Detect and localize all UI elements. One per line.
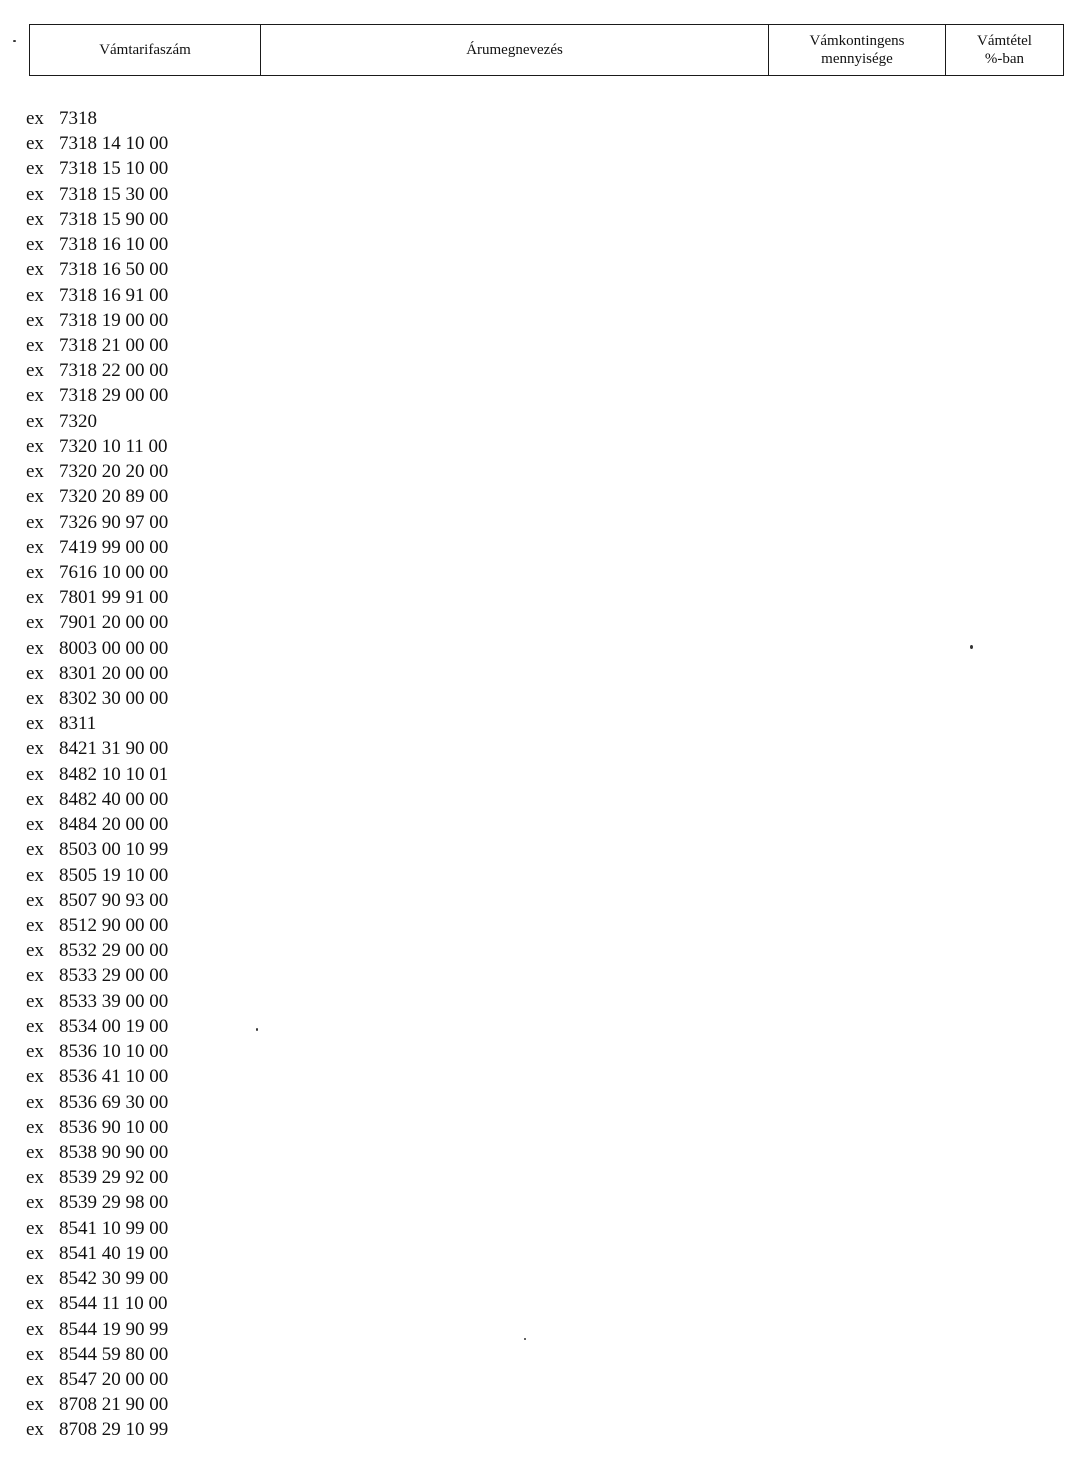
ex-prefix: ex — [26, 1419, 44, 1441]
header-duty-rate: Vámtétel %-ban — [977, 33, 1032, 67]
list-item — [26, 762, 168, 787]
tariff-code: 8533 29 00 00 — [59, 965, 169, 987]
tariff-code: 8542 30 99 00 — [59, 1268, 169, 1290]
ex-prefix: ex — [26, 435, 44, 457]
list-item — [26, 1039, 168, 1064]
tariff-code: 8302 30 00 00 — [59, 688, 169, 710]
tariff-code: 8503 00 10 99 — [59, 839, 169, 861]
list-item — [26, 1342, 168, 1367]
tariff-code: 8539 29 98 00 — [59, 1192, 169, 1214]
list-item — [26, 510, 168, 535]
tariff-code: 8482 10 10 01 — [59, 763, 169, 785]
list-item — [26, 661, 168, 686]
list-item — [26, 409, 168, 434]
list-item — [26, 1115, 168, 1140]
tariff-code: 8536 90 10 00 — [59, 1116, 169, 1138]
list-item — [26, 888, 168, 913]
ex-prefix: ex — [26, 461, 44, 483]
tariff-code: 7318 29 00 00 — [59, 385, 169, 407]
ex-prefix: ex — [26, 889, 44, 911]
list-item — [26, 1140, 168, 1165]
ex-prefix: ex — [26, 334, 44, 356]
ex-prefix: ex — [26, 788, 44, 810]
ex-prefix: ex — [26, 1167, 44, 1189]
ex-prefix: ex — [26, 1293, 44, 1315]
ex-prefix: ex — [26, 864, 44, 886]
ex-prefix: ex — [26, 1041, 44, 1063]
tariff-code: 8534 00 19 00 — [59, 1015, 169, 1037]
tariff-code: 8708 21 90 00 — [59, 1394, 169, 1416]
ex-prefix: ex — [26, 1116, 44, 1138]
header-tariff-number: Vámtarifaszám — [30, 25, 261, 75]
ex-prefix: ex — [26, 284, 44, 306]
ex-prefix: ex — [26, 1368, 44, 1390]
scan-speck — [256, 1028, 258, 1031]
list-item — [26, 1241, 168, 1266]
list-item — [26, 182, 168, 207]
ex-prefix: ex — [26, 1217, 44, 1239]
tariff-code: 7318 21 00 00 — [59, 334, 169, 356]
tariff-code: 7326 90 97 00 — [59, 511, 169, 533]
ex-prefix: ex — [26, 1268, 44, 1290]
list-item — [26, 283, 168, 308]
list-item — [26, 585, 168, 610]
tariff-code: 8482 40 00 00 — [59, 788, 169, 810]
ex-prefix: ex — [26, 1015, 44, 1037]
ex-prefix: ex — [26, 133, 44, 155]
list-item — [26, 812, 168, 837]
list-item — [26, 434, 168, 459]
tariff-code: 8505 19 10 00 — [59, 864, 169, 886]
list-item — [26, 1190, 168, 1215]
list-item — [26, 636, 168, 661]
scan-speck — [970, 645, 973, 649]
tariff-code: 8544 11 10 00 — [59, 1293, 168, 1315]
ex-prefix: ex — [26, 1318, 44, 1340]
list-item — [26, 1266, 168, 1291]
tariff-code: 8536 69 30 00 — [59, 1091, 169, 1113]
tariff-code: 8533 39 00 00 — [59, 990, 169, 1012]
tariff-code: 8512 90 00 00 — [59, 915, 169, 936]
header-goods-description: Árumegnevezés — [261, 25, 769, 75]
tariff-code: 7318 14 10 00 — [59, 133, 169, 155]
tariff-code: 8539 29 92 00 — [59, 1167, 169, 1189]
ex-prefix: ex — [26, 839, 44, 861]
ex-prefix: ex — [26, 738, 44, 760]
ex-prefix: ex — [26, 259, 44, 281]
list-item — [26, 232, 168, 257]
tariff-code: 7320 — [59, 410, 97, 432]
tariff-code: 7320 20 20 00 — [59, 461, 169, 483]
list-item — [26, 1014, 168, 1039]
tariff-code: 7318 19 00 00 — [59, 309, 169, 331]
list-item — [26, 1165, 168, 1190]
ex-prefix: ex — [26, 713, 44, 735]
tariff-code: 8541 40 19 00 — [59, 1242, 169, 1264]
tariff-code: 8544 19 90 99 — [59, 1318, 169, 1340]
header-quota-quantity: Vámkontingens mennyisége — [769, 25, 946, 75]
ex-prefix: ex — [26, 763, 44, 785]
tariff-code: 7318 15 10 00 — [59, 158, 169, 180]
ex-prefix: ex — [26, 385, 44, 407]
list-item — [26, 131, 168, 156]
list-item — [26, 1064, 168, 1089]
tariff-code: 7616 10 00 00 — [59, 561, 169, 583]
tariff-code: 7901 20 00 00 — [59, 612, 169, 634]
list-item — [26, 989, 168, 1014]
ex-prefix: ex — [26, 915, 44, 936]
list-item — [26, 1417, 168, 1442]
ex-prefix: ex — [26, 1066, 44, 1088]
list-item — [26, 333, 168, 358]
list-item — [26, 837, 168, 862]
list-item — [26, 610, 168, 635]
tariff-code: 8421 31 90 00 — [59, 738, 169, 760]
tariff-code: 8003 00 00 00 — [59, 637, 169, 659]
ex-prefix: ex — [26, 587, 44, 609]
list-item — [26, 560, 168, 585]
tariff-code: 7318 22 00 00 — [59, 360, 169, 382]
scan-speck — [524, 1338, 526, 1340]
tariff-code: 8544 59 80 00 — [59, 1343, 169, 1365]
tariff-code: 8541 10 99 00 — [59, 1217, 169, 1239]
ex-prefix: ex — [26, 486, 44, 508]
tariff-code: 8484 20 00 00 — [59, 814, 169, 836]
scan-speck — [13, 40, 16, 42]
ex-prefix: ex — [26, 688, 44, 710]
tariff-code: 7419 99 00 00 — [59, 536, 169, 558]
list-item — [26, 686, 168, 711]
list-item — [26, 863, 168, 888]
tariff-code: 7801 99 91 00 — [59, 587, 169, 609]
ex-prefix: ex — [26, 511, 44, 533]
ex-prefix: ex — [26, 561, 44, 583]
ex-prefix: ex — [26, 536, 44, 558]
tariff-code: 8538 90 90 00 — [59, 1141, 169, 1163]
list-item — [26, 308, 168, 333]
ex-prefix: ex — [26, 234, 44, 256]
list-item — [26, 156, 168, 181]
list-item — [26, 963, 168, 988]
list-item — [26, 1392, 168, 1417]
list-item — [26, 358, 168, 383]
list-item — [26, 787, 168, 812]
tariff-code: 8708 29 10 99 — [59, 1419, 169, 1441]
tariff-code: 8532 29 00 00 — [59, 940, 169, 962]
ex-prefix: ex — [26, 1192, 44, 1214]
tariff-code-list — [26, 106, 168, 1443]
ex-prefix: ex — [26, 940, 44, 962]
list-item — [26, 913, 168, 938]
tariff-code: 7318 15 30 00 — [59, 183, 169, 205]
list-item — [26, 1317, 168, 1342]
tariff-code: 7320 10 11 00 — [59, 435, 168, 457]
ex-prefix: ex — [26, 1242, 44, 1264]
list-item — [26, 535, 168, 560]
ex-prefix: ex — [26, 612, 44, 634]
list-item — [26, 484, 168, 509]
list-item — [26, 1090, 168, 1115]
table-header — [29, 24, 1064, 76]
ex-prefix: ex — [26, 410, 44, 432]
list-item — [26, 736, 168, 761]
tariff-code: 7318 15 90 00 — [59, 208, 169, 230]
list-item — [26, 383, 168, 408]
tariff-code: 7320 20 89 00 — [59, 486, 169, 508]
list-item — [26, 711, 168, 736]
list-item — [26, 1291, 168, 1316]
ex-prefix: ex — [26, 990, 44, 1012]
tariff-code: 8547 20 00 00 — [59, 1368, 169, 1390]
list-item — [26, 1367, 168, 1392]
list-item — [26, 459, 168, 484]
list-item — [26, 106, 168, 131]
ex-prefix: ex — [26, 1141, 44, 1163]
ex-prefix: ex — [26, 158, 44, 180]
tariff-code: 8311 — [59, 713, 97, 735]
ex-prefix: ex — [26, 662, 44, 684]
list-item — [26, 938, 168, 963]
tariff-code: 8507 90 93 00 — [59, 889, 169, 911]
tariff-code: 8536 41 10 00 — [59, 1066, 169, 1088]
ex-prefix: ex — [26, 108, 44, 129]
tariff-code: 7318 16 10 00 — [59, 234, 169, 256]
ex-prefix: ex — [26, 1091, 44, 1113]
ex-prefix: ex — [26, 309, 44, 331]
ex-prefix: ex — [26, 965, 44, 987]
ex-prefix: ex — [26, 814, 44, 836]
ex-prefix: ex — [26, 183, 44, 205]
ex-prefix: ex — [26, 637, 44, 659]
list-item — [26, 1216, 168, 1241]
tariff-code: 7318 16 50 00 — [59, 259, 169, 281]
ex-prefix: ex — [26, 1343, 44, 1365]
list-item — [26, 257, 168, 282]
tariff-code: 7318 16 91 00 — [59, 284, 169, 306]
ex-prefix: ex — [26, 1394, 44, 1416]
list-item — [26, 207, 168, 232]
tariff-code: 8536 10 10 00 — [59, 1041, 169, 1063]
ex-prefix: ex — [26, 360, 44, 382]
ex-prefix: ex — [26, 208, 44, 230]
tariff-code: 7318 — [59, 108, 97, 129]
tariff-code: 8301 20 00 00 — [59, 662, 169, 684]
